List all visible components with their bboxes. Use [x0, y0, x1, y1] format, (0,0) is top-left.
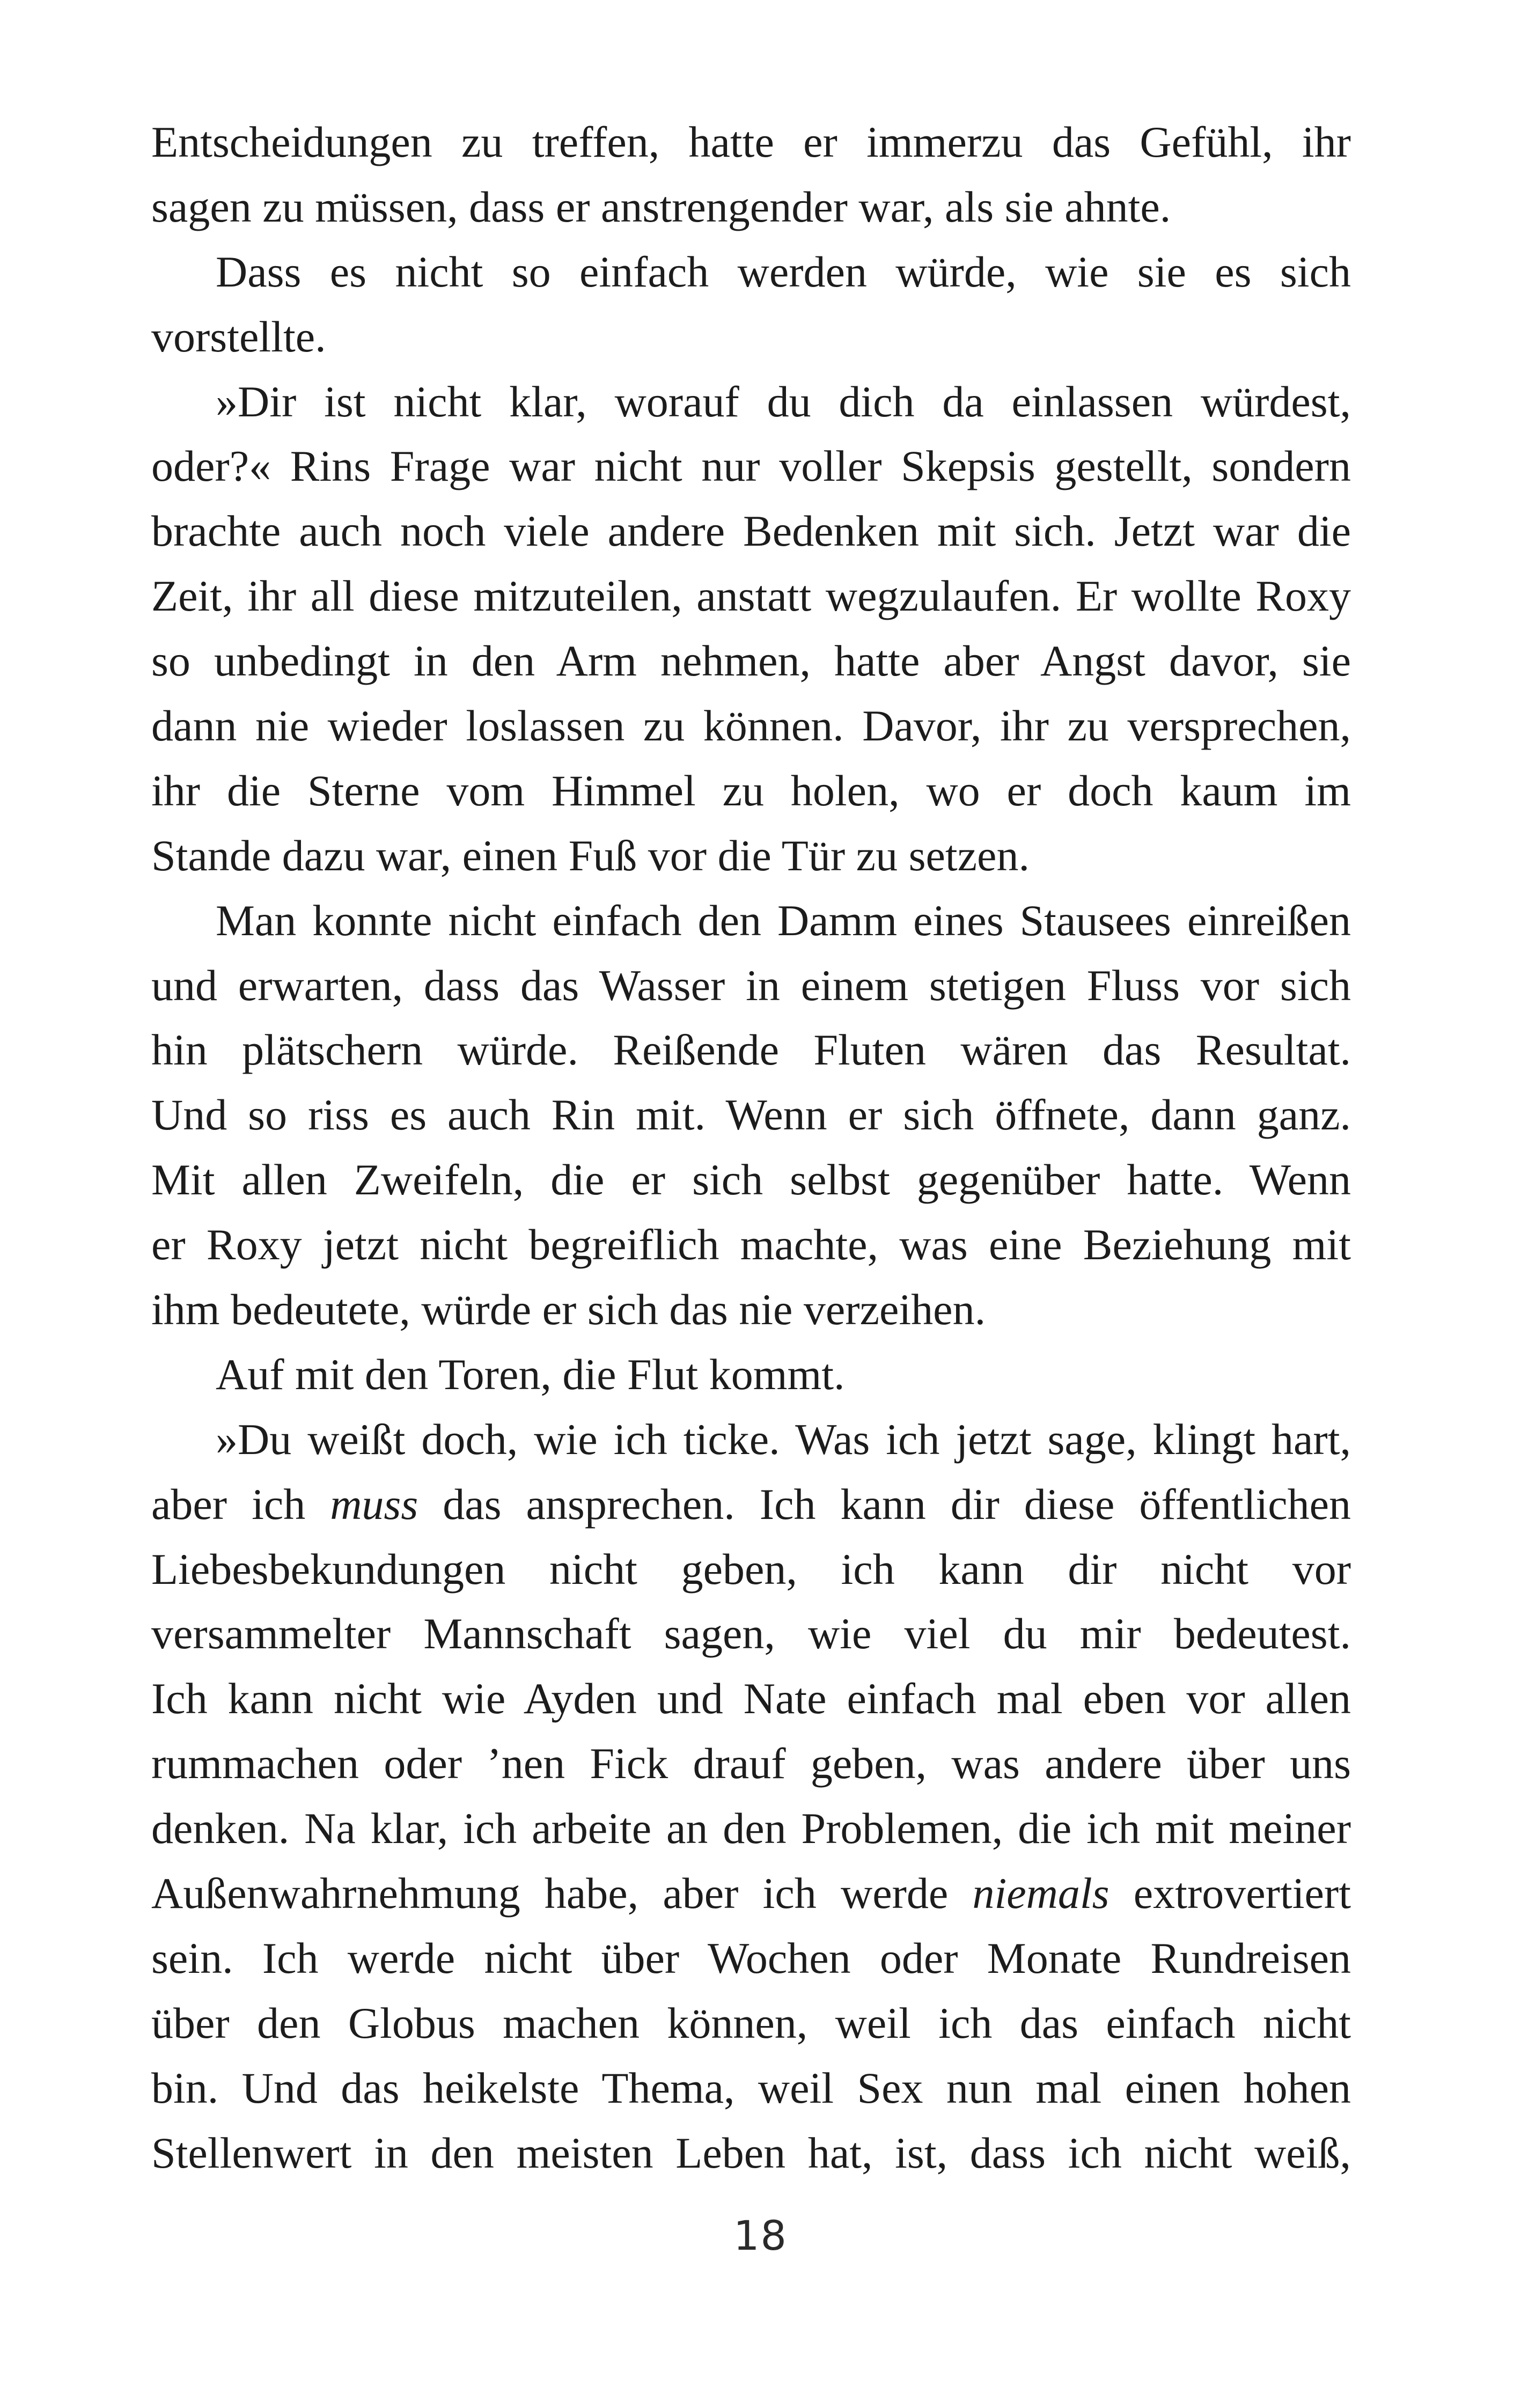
text-line: oder?« Rins Frage war nicht nur voller Skepsis gestellt, sondern	[151, 442, 1351, 491]
text-line: hin plätschern würde. Reißende Fluten wären das Resultat.	[151, 1025, 1351, 1075]
text-line: »Dir ist nicht klar, worauf du dich da einlassen würdest,	[216, 377, 1351, 426]
text-line: vorstellte.	[151, 312, 326, 361]
emphasized-word: niemals	[972, 1869, 1109, 1918]
text-line: Stellenwert in den meisten Leben hat, ist, dass ich nicht weiß,	[151, 2128, 1351, 2177]
text-line: sagen zu müssen, dass er anstrengender war, als sie ahnte.	[151, 182, 1171, 231]
text-line: ihr die Sterne vom Himmel zu holen, wo er doch kaum im	[151, 766, 1351, 815]
text-line: rummachen oder ’nen Fick drauf geben, was andere über uns	[151, 1739, 1351, 1788]
text-line: er Roxy jetzt nicht begreiflich machte, was eine Beziehung mit	[151, 1220, 1351, 1269]
text-line: und erwarten, dass das Wasser in einem stetigen Fluss vor sich	[151, 960, 1351, 1010]
text-run: aber ich	[151, 1479, 330, 1529]
text-run: das ansprechen. Ich kann dir diese öffentlichen	[418, 1479, 1351, 1529]
text-line	[151, 1472, 1351, 1537]
text-line: Entscheidungen zu treffen, hatte er immerzu das Gefühl, ihr	[151, 118, 1351, 166]
text-line: denken. Na klar, ich arbeite an den Problemen, die ich mit meiner	[151, 1804, 1351, 1853]
emphasized-word: muss	[330, 1479, 418, 1529]
text-line: ihm bedeutete, würde er sich das nie verzeihen.	[151, 1285, 986, 1334]
text-line: bin. Und das heikelste Thema, weil Sex nun mal einen hohen	[151, 2063, 1351, 2112]
text-line: Stande dazu war, einen Fuß vor die Tür zu setzen.	[151, 831, 1030, 880]
text-line: über den Globus machen können, weil ich das einfach nicht	[151, 1998, 1351, 2047]
text-line: Ich kann nicht wie Ayden und Nate einfach mal eben vor allen	[151, 1674, 1351, 1723]
text-line: Auf mit den Toren, die Flut kommt.	[216, 1349, 845, 1399]
text-line: versammelter Mannschaft sagen, wie viel du mir bedeutest.	[151, 1609, 1351, 1658]
text-line: brachte auch noch viele andere Bedenken mit sich. Jetzt war die	[151, 506, 1351, 556]
page-number: 18	[733, 2212, 788, 2259]
text-line: Man konnte nicht einfach den Damm eines Stausees einreißen	[216, 895, 1351, 945]
text-line: Zeit, ihr all diese mitzuteilen, anstatt wegzulaufen. Er wollte Roxy	[151, 571, 1351, 621]
text-run: extrovertiert	[1109, 1869, 1351, 1918]
text-line: Dass es nicht so einfach werden würde, wie sie es sich	[216, 247, 1351, 296]
text-line: sein. Ich werde nicht über Wochen oder Monate Rundreisen	[151, 1933, 1351, 1983]
text-line: Und so riss es auch Rin mit. Wenn er sich öffnete, dann ganz.	[151, 1090, 1351, 1140]
text-run: Außenwahrnehmung habe, aber ich werde	[151, 1869, 973, 1918]
text-line: so unbedingt in den Arm nehmen, hatte aber Angst davor, sie	[151, 636, 1351, 686]
text-line: Mit allen Zweifeln, die er sich selbst gegenüber hatte. Wenn	[151, 1155, 1351, 1205]
text-line: »Du weißt doch, wie ich ticke. Was ich jetzt sage, klingt hart,	[216, 1414, 1351, 1464]
text-line: dann nie wieder loslassen zu können. Davor, ihr zu versprechen,	[151, 701, 1351, 751]
text-line: Liebesbekundungen nicht geben, ich kann dir nicht vor	[151, 1544, 1351, 1594]
text-line	[151, 1861, 1351, 1926]
book-page-body	[151, 110, 1351, 2186]
